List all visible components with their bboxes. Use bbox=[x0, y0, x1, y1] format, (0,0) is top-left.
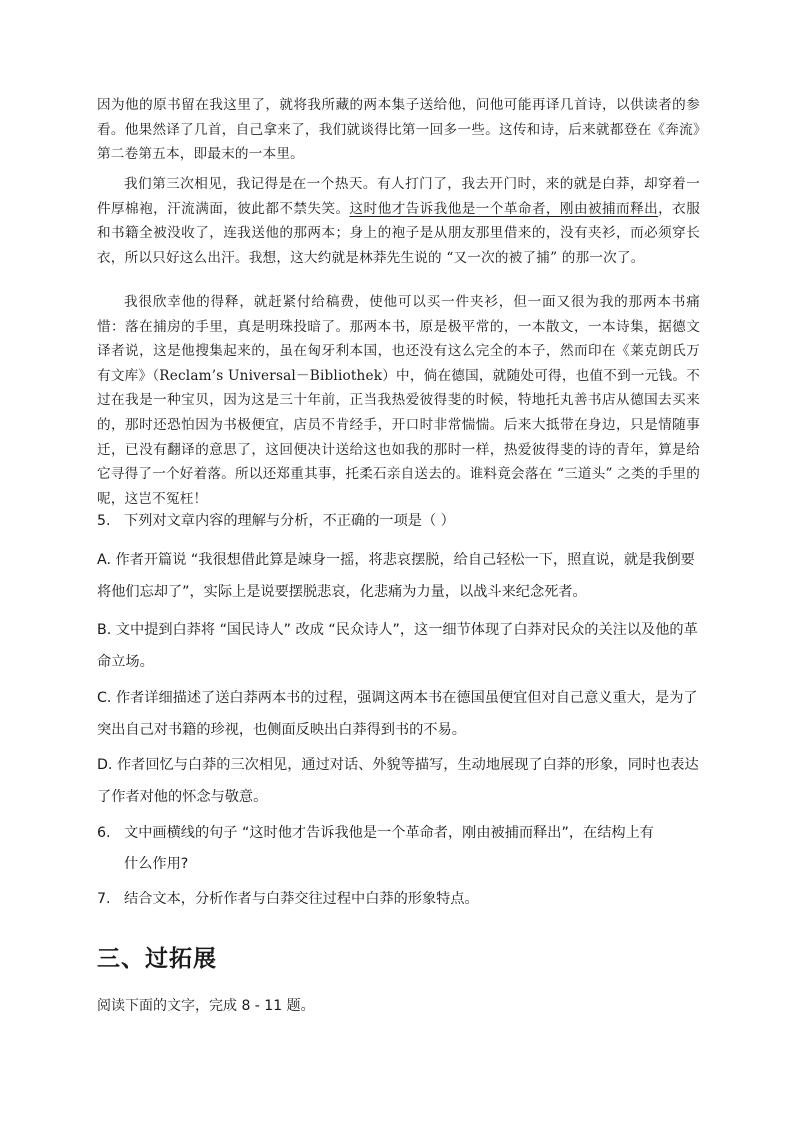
question-number: 7. bbox=[97, 891, 111, 907]
passage-text: ，衣服和书籍全被没收了，连我送他的那两本；身上的袍子是从朋友那里借来的，没有夹衫，而必须穿长衣，所以只好这么出汗。我想，这大约就是林莽先生说的 “又一次的被了捕” 的那一次了。 bbox=[97, 200, 700, 266]
question-text: 下列对文章内容的理解与分析，不正确的一项是（ ） bbox=[124, 513, 455, 529]
question-number: 6. bbox=[97, 825, 111, 841]
section-instruction: 阅读下面的文字，完成 8 - 11 题。 bbox=[97, 998, 315, 1014]
passage-text: 我们第三次相见，我记得是在一个热天。有人打门了，我去开门时，来的就是白莽，却穿着一件厚棉袍，汗流满面，彼此都不禁失笑。 bbox=[97, 176, 700, 217]
question-6 bbox=[97, 818, 707, 880]
question-7 bbox=[97, 884, 707, 915]
question-5 bbox=[97, 506, 707, 537]
question-number: 5. bbox=[97, 513, 111, 529]
question-text-continued: 什么作用? bbox=[124, 856, 189, 872]
passage-paragraph-3: 我很欣幸他的得释，就赶紧付给稿费，使他可以买一件夹衫，但一面又很为我的那两本书痛惜：落在捕房的手里，真是明珠投暗了。那两本书，原是极平常的，一本散文，一本诗集，据德文译者说，这是他搜集起来的，虽在匈牙利本国，也还没有这么完全的本子，然而印在《莱克朗氏万有文库》（Reclam’s Universal－Bibliothek）中，倘在德国，就随处可得，也值不到一元钱。不过在我是一种宝贝，因为这是三十年前，正当我热爱彼得斐的时候，特地托丸善书店从德国去买来的，那时还恐怕因为书极便宜，店员不肯经手，开口时非常惴惴。后来大抵带在身边，只是情随事迁，已没有翻译的意思了，这回便决计送给这也如我的那时一样，热爱彼得斐的诗的青年，算是给它寻得了一个好着落。所以还郑重其事，托柔石亲自送去的。谁料竟会落在 “三道头” 之类的手里的呢，这岂不冤枉！ bbox=[97, 294, 700, 507]
underlined-sentence: 这时他才告诉我他是一个革命者，刚由被捕而释出 bbox=[349, 200, 659, 217]
option-b: B. 文中提到白莽将 “国民诗人” 改成 “民众诗人”，这一细节体现了白莽对民众的关注以及他的革命立场。 bbox=[97, 622, 698, 670]
question-text: 结合文本，分析作者与白莽交往过程中白莽的形象特点。 bbox=[124, 891, 479, 907]
passage-paragraph-1: 因为他的原书留在我这里了，就将我所藏的两本集子送给他，问他可能再译几首诗，以供读者的参看。他果然译了几首，自己拿来了，我们就谈得比第一回多一些。这传和诗，后来就都登在《奔流》第二卷第五本，即最末的一本里。 bbox=[97, 97, 700, 163]
option-a: A. 作者开篇说 “我很想借此算是竦身一摇，将悲哀摆脱，给自己轻松一下，照直说，就是我倒要将他们忘却了”，实际上是说要摆脱悲哀，化悲痛为力量，以战斗来纪念死者。 bbox=[97, 552, 695, 600]
option-d: D. 作者回忆与白莽的三次相见，通过对话、外貌等描写，生动地展现了白莽的形象，同时也表达了作者对他的怀念与敬意。 bbox=[97, 757, 699, 805]
question-text: 文中画横线的句子 “这时他才告诉我他是一个革命者，刚由被捕而释出”，在结构上有 bbox=[124, 825, 654, 841]
section-heading: 三、过拓展 bbox=[97, 946, 217, 972]
passage-paragraph-2 bbox=[97, 172, 700, 270]
option-c: C. 作者详细描述了送白莽两本书的过程，强调这两本书在德国虽便宜但对自己意义重大，是为了突出自己对书籍的珍视，也侧面反映出白莽得到书的不易。 bbox=[97, 690, 698, 738]
